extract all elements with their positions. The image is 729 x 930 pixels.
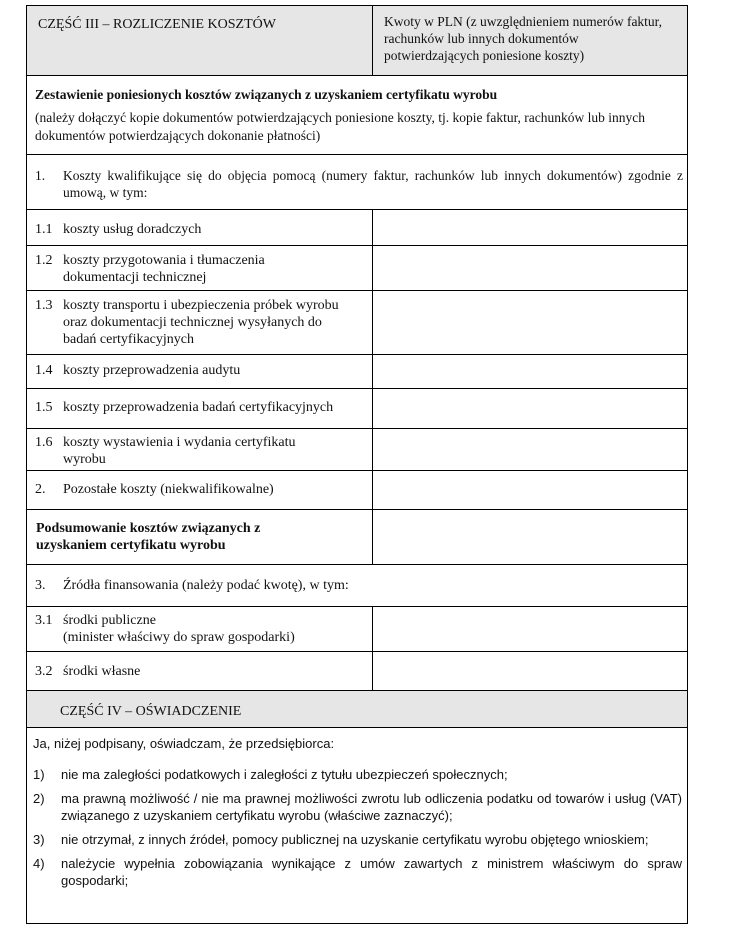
funding-row-number: 3.2 xyxy=(35,664,53,679)
funding-row xyxy=(26,607,688,652)
declaration-point-number: 3) xyxy=(33,832,45,847)
cost-row-label: koszty przygotowania i tłumaczenia dokumentacji technicznej xyxy=(63,253,265,285)
declaration-point xyxy=(33,790,682,824)
declaration-section xyxy=(26,728,688,924)
funding-row-label: środki publiczne xyxy=(63,613,156,628)
item-3-number: 3. xyxy=(35,578,46,593)
summary-amount-field[interactable] xyxy=(373,510,687,564)
item-1-number: 1. xyxy=(35,168,46,183)
declaration-point-number: 4) xyxy=(33,856,45,871)
cost-row-number: 1.2 xyxy=(35,253,53,268)
summary-costs-label: Podsumowanie kosztów związanych z uzyskaniem certyfikatu wyrobu xyxy=(27,510,373,564)
amount-field[interactable] xyxy=(373,471,687,509)
cost-row-number: 2. xyxy=(35,482,46,497)
amount-field[interactable] xyxy=(373,389,687,428)
amount-field[interactable] xyxy=(373,246,687,290)
amount-field[interactable] xyxy=(373,429,687,470)
cost-row-label: koszty usług doradczych xyxy=(63,222,202,237)
amount-field[interactable] xyxy=(373,210,687,245)
part4-header xyxy=(26,691,688,728)
item-1-row xyxy=(26,155,688,210)
cost-row-label: Pozostałe koszty (niekwalifikowalne) xyxy=(63,482,274,497)
cost-row-label: koszty wystawienia i wydania certyfikatu wyrobu xyxy=(63,435,296,467)
declaration-intro: Ja, niżej podpisany, oświadczam, że przedsiębiorca: xyxy=(33,736,335,751)
cost-row-label: koszty przeprowadzenia audytu xyxy=(63,363,241,378)
cost-row-label: koszty przeprowadzenia badań certyfikacyjnych xyxy=(63,400,334,415)
funding-row xyxy=(26,652,688,691)
cost-settlement-form xyxy=(26,5,688,924)
summary-section xyxy=(26,76,688,155)
cost-row-number: 1.6 xyxy=(35,435,53,450)
item-1-text: Koszty kwalifikujące się do objęcia pomocą (numery faktur, rachunków lub innych dokumentów) zgodnie z umową, w tym: xyxy=(63,168,683,200)
item-3-text: Źródła finansowania (należy podać kwotę), w tym: xyxy=(63,578,349,593)
declaration-point xyxy=(33,767,682,783)
amount-field[interactable] xyxy=(373,355,687,388)
amount-column-header: Kwoty w PLN (z uwzględnieniem numerów faktur, rachunków lub innych dokumentów potwierdzających poniesione koszty) xyxy=(384,14,663,63)
cost-row-number: 1.4 xyxy=(35,363,53,378)
summary-note: (należy dołączyć kopie dokumentów potwierdzających poniesione koszty, tj. kopie faktur, rachunków lub innych dokumentów potwierdzających dokonanie płatności) xyxy=(35,110,646,143)
cost-row xyxy=(26,429,688,471)
declaration-point xyxy=(33,855,682,889)
summary-costs-row xyxy=(26,510,688,565)
cost-row xyxy=(26,355,688,389)
part4-title: CZĘŚĆ IV – OŚWIADCZENIE xyxy=(60,704,242,719)
amount-field[interactable] xyxy=(373,291,687,354)
cost-row-label: koszty transportu i ubezpieczenia próbek wyrobu oraz dokumentacji technicznej wysyłanych do badań certyfikacyjnych xyxy=(63,298,339,347)
declaration-point-text: nie ma zaległości podatkowych i zaległości z tytułu ubezpieczeń społecznych; xyxy=(61,767,508,782)
part3-title: CZĘŚĆ III – ROZLICZENIE KOSZTÓW xyxy=(38,17,276,32)
funding-row-sublabel: (minister właściwy do spraw gospodarki) xyxy=(63,630,295,645)
item-3-row xyxy=(26,565,688,607)
declaration-point-text: należycie wypełnia zobowiązania wynikające z umów zawartych z ministrem właściwym do spraw gospodarki; xyxy=(61,856,682,888)
declaration-point-number: 1) xyxy=(33,767,45,782)
cost-row xyxy=(26,389,688,429)
funding-row-label: środki własne xyxy=(63,664,141,679)
declaration-point xyxy=(33,831,682,848)
funding-row-number: 3.1 xyxy=(35,613,53,628)
amount-field[interactable] xyxy=(373,652,687,690)
cost-row xyxy=(26,471,688,510)
cost-row-number: 1.3 xyxy=(35,298,53,313)
cost-row xyxy=(26,291,688,355)
declaration-point-number: 2) xyxy=(33,791,45,806)
declaration-point-text: nie otrzymał, z innych źródeł, pomocy publicznej na uzyskanie certyfikatu wyrobu objętego wnioskiem; xyxy=(61,832,649,847)
part3-header-row xyxy=(26,5,688,76)
declaration-point-text: ma prawną możliwość / nie ma prawnej możliwości zwrotu lub odliczenia podatku od towarów i usług (VAT) związanego z uzyskaniem certyfikatu wyrobu (właściwe zaznaczyć); xyxy=(61,791,682,823)
cost-row-number: 1.1 xyxy=(35,222,53,237)
cost-row xyxy=(26,210,688,246)
cost-row-number: 1.5 xyxy=(35,400,53,415)
summary-heading: Zestawienie poniesionych kosztów związanych z uzyskaniem certyfikatu wyrobu xyxy=(35,87,498,102)
cost-row xyxy=(26,246,688,291)
amount-field[interactable] xyxy=(373,607,687,651)
